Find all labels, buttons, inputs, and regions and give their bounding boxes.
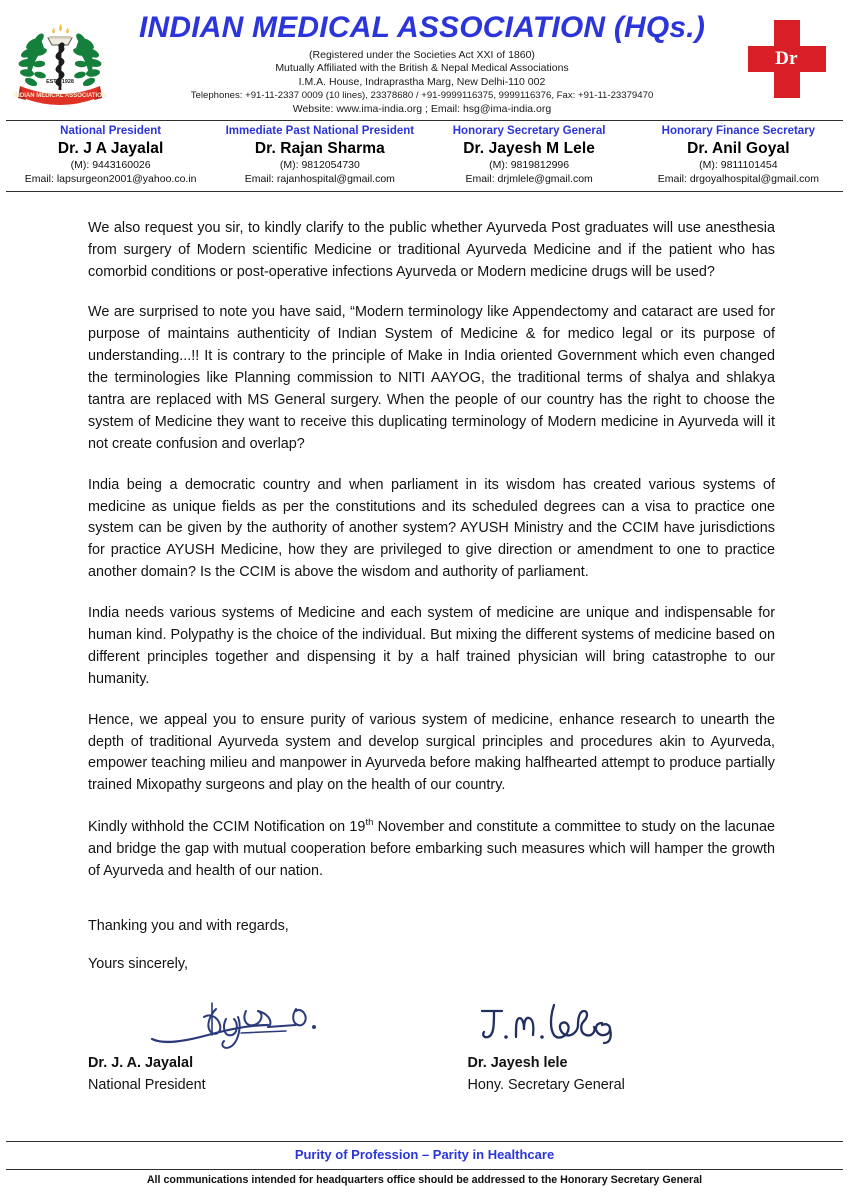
signatory-name: Dr. Jayesh lele	[467, 1055, 568, 1072]
letter-body	[0, 192, 849, 976]
letterhead-line-telephones: Telephones: +91-11-2337 0009 (10 lines), 23378680 / +91-9999116375, 9999116376, Fax: +91-11-23379470	[190, 90, 654, 102]
officer-national-president	[6, 124, 215, 187]
ordinal-suffix: th	[365, 817, 374, 829]
officer-email: Email: drgoyalhospital@gmail.com	[657, 173, 819, 186]
officer-role: Honorary Secretary General	[452, 124, 606, 137]
officer-mobile: (M): 9819812996	[489, 159, 570, 172]
svg-text:ESTD 1928: ESTD 1928	[46, 79, 74, 85]
officer-role: Honorary Finance Secretary	[661, 124, 816, 137]
signature-column-secretary	[432, 993, 812, 1096]
officers-strip	[0, 121, 849, 191]
page-footer	[0, 1141, 849, 1190]
red-cross-label: Dr	[775, 48, 798, 69]
signature-image-jayalal	[88, 993, 432, 1051]
signature-column-president	[88, 993, 432, 1096]
letter-paragraph-1: We also request you sir, to kindly clarify to the public whether Ayurveda Post graduates will use anesthesia from surgery of Modern scientific Medicine or traditional Ayurveda Medicine and if the patient who has comorbid conditions or post-operative infections Ayurveda or Modern medicine drugs will be used?	[88, 219, 775, 280]
signature-image-lele	[468, 993, 812, 1051]
letterhead-line-affiliation: Mutually Affiliated with the British & Nepal Medical Associations	[275, 62, 569, 75]
officer-name: Dr. J A Jayalal	[57, 139, 164, 157]
letterhead	[0, 0, 849, 192]
letter-paragraph-4: India needs various systems of Medicine and each system of medicine are unique and indispensable for human kind. Polypathy is the choice of the individual. But mixing the different systems of medicine based on different principles together and dispensing it by a half trained physician will bring catastrophe to our humanity.	[88, 605, 775, 687]
letterhead-line-website-email: Website: www.ima-india.org ; Email: hsg@ima-india.org	[292, 102, 552, 115]
handwritten-signature-icon	[146, 995, 331, 1051]
red-cross-logo	[724, 6, 849, 98]
signatory-role: Hony. Secretary General	[467, 1077, 625, 1094]
signature-block	[0, 993, 849, 1096]
officer-mobile: (M): 9443160026	[70, 159, 151, 172]
organization-title: INDIAN MEDICAL ASSOCIATION (HQs.)	[138, 11, 706, 44]
ima-emblem-logo	[0, 6, 120, 112]
footer-note: All communications intended for headquarters office should be addressed to the Honorary Secretary General	[146, 1174, 703, 1187]
header-divider-bottom	[6, 191, 843, 192]
svg-text:INDIAN MEDICAL ASSOCIATION: INDIAN MEDICAL ASSOCIATION	[14, 93, 106, 99]
officer-immediate-past-national-president	[215, 124, 424, 187]
officer-name: Dr. Rajan Sharma	[254, 139, 385, 157]
thanking-line: Thanking you and with regards,	[88, 917, 289, 934]
officer-name: Dr. Jayesh M Lele	[463, 139, 596, 157]
officer-email: Email: drjmlele@gmail.com	[465, 173, 593, 186]
officer-honorary-secretary-general	[425, 124, 634, 187]
letterhead-line-address: I.M.A. House, Indraprastha Marg, New Delhi-110 002	[298, 76, 546, 89]
officer-email: Email: lapsurgeon2001@yahoo.co.in	[24, 173, 197, 186]
closing-line: Yours sincerely,	[88, 955, 188, 972]
letterhead-line-registration: (Registered under the Societies Act XXI of 1860)	[309, 48, 535, 61]
officer-role: National President	[60, 124, 162, 137]
letter-paragraph-6	[88, 816, 775, 882]
final-paragraph-after: November and constitute a committee to study on the lacunae and bridge the gap with mutual cooperation before embarking such measures which will hamper the growth of Ayurveda and health of our nation.	[88, 819, 775, 879]
letter-paragraph-5: Hence, we appeal you to ensure purity of various system of medicine, enhance research to unearth the depth of traditional Ayurveda system and develop surgical principles and procedures akin to Ayurveda, empower teaching milieu and manpower in Ayurveda before making halfhearted attempt to produce partially trained Mixopathy surgeons and play on the health of our country.	[88, 711, 775, 794]
officer-role: Immediate Past National President	[225, 124, 415, 137]
letter-paragraph-2: We are surprised to note you have said, “Modern terminology like Appendectomy and cataract are used for purpose of maintains authenticity of Indian System of Medicine & for medico legal or its purpose of understanding...!! It is contrary to the principle of Make in India oriented Government which even changed the terminologies like Planning commission to NITI AAYOG, the traditional terms of shalya and shlakya tantra are replaced with MS General surgery. When the people of our country has the right to choose the system of Medicine they want to receive this duplicating terminology of Modern medicine in Ayurveda will it not create confusion and overlap?	[88, 304, 775, 452]
ima-emblem-icon	[14, 12, 106, 112]
handwritten-signature-icon	[476, 995, 641, 1051]
officer-name: Dr. Anil Goyal	[687, 139, 790, 157]
officer-email: Email: rajanhospital@gmail.com	[244, 173, 395, 186]
red-cross-icon	[748, 20, 826, 98]
signatory-role: National President	[88, 1077, 206, 1094]
footer-tagline: Purity of Profession – Parity in Healthcare	[294, 1147, 555, 1163]
letter-paragraph-3: India being a democratic country and when parliament in its wisdom has created various systems of medicine as unique fields as per the constitutions and its scheduled degrees can a visa to practice one system can be given by the authority of another system? AYUSH Ministry and the CCIM have jurisdictions for practice AYUSH Medicine, how they are privileged to give direction or amendment to one to practice another domain? Is the CCIM is above the wisdom and authority of parliament.	[88, 476, 775, 581]
final-paragraph-before: Kindly withhold the CCIM Notification on 19	[88, 819, 366, 836]
signatory-name: Dr. J. A. Jayalal	[88, 1055, 194, 1072]
officer-mobile: (M): 9811101454	[699, 159, 778, 172]
officer-honorary-finance-secretary	[634, 124, 843, 187]
officer-mobile: (M): 9812054730	[279, 159, 360, 172]
